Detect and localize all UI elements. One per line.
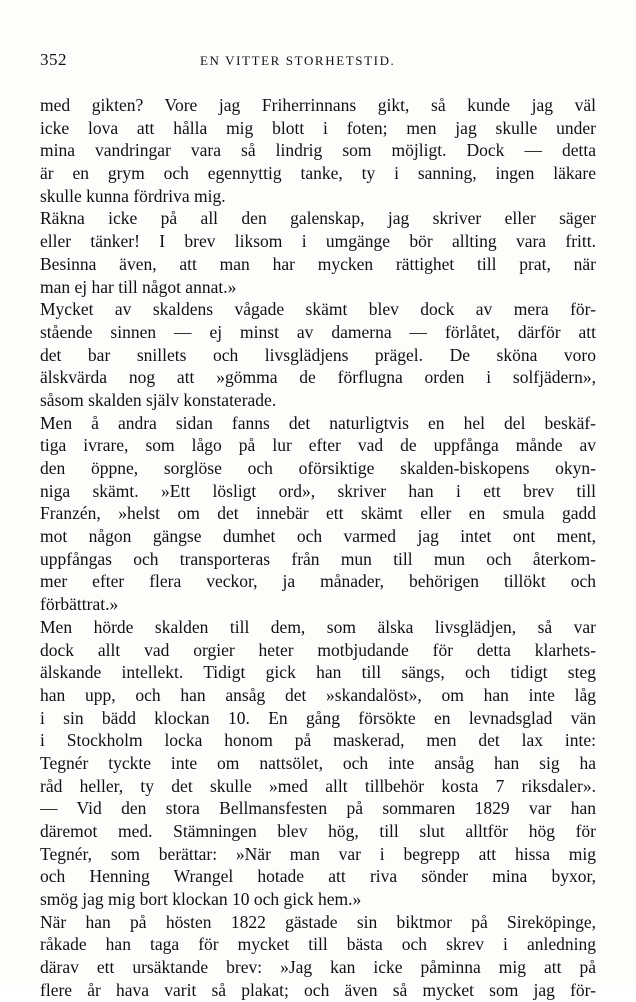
text-line: Tegnér, som berättar: »När man var i begrepp att hissa mig <box>40 843 596 864</box>
text-line: stående sinnen — ej minst av damerna — förlåtet, därför att <box>40 321 596 342</box>
text-line: När han på hösten 1822 gästade sin biktmor på Sireköpinge, <box>40 911 596 932</box>
text-line: niga skämt. »Ett lösligt ord», skriver han i ett brev till <box>40 480 596 501</box>
text-line: Mycket av skaldens vågade skämt blev dock av mera för- <box>40 299 596 320</box>
text-line: den öppne, sorglöse och oförsiktige skalden-biskopens okyn- <box>40 458 596 478</box>
body-text <box>40 94 596 1002</box>
text-line: med gikten? Vore jag Friherrinnans gikt, så kunde jag väl <box>40 95 596 115</box>
text-line: Besinna även, att man har mycken rättighet till prat, när <box>40 253 596 274</box>
text-line: därav ett ursäktande brev: »Jag kan icke påminna mig att på <box>40 957 596 978</box>
text-line: icke lova att hålla mig blott i foten; men jag skulle under <box>40 117 596 138</box>
text-line: smög jag mig bort klockan 10 och gick hem.» <box>40 889 362 910</box>
text-line: råkade han taga för mycket till bästa och skrev i anledning <box>40 934 596 955</box>
text-line: Men hörde skalden till dem, som älska livsglädjen, så var <box>40 616 596 637</box>
text-line: mina vandringar vara så lindrig som möjligt. Dock — detta <box>40 140 596 161</box>
text-line: dock allt vad orgier heter motbjudande för detta klarhets- <box>40 639 596 660</box>
page-header <box>40 50 596 72</box>
text-line: råd heller, ty det skulle »med allt tillbehör kosta 7 riksdaler». <box>40 775 596 796</box>
text-line: man ej har till något annat.» <box>40 276 237 297</box>
text-line: i Stockholm locka honom på maskerad, men det lax inte: <box>40 730 596 751</box>
text-line: såsom skalden själv konstaterade. <box>40 389 277 410</box>
text-line: — Vid den stora Bellmansfesten på sommaren 1829 var han <box>40 798 596 819</box>
text-line: Tegnér tyckte inte om nattsölet, och inte ansåg han sig ha <box>40 752 596 773</box>
text-line: däremot med. Stämningen blev hög, till slut alltför hög för <box>40 821 596 841</box>
text-line: i sin bädd klockan 10. En gång försökte en levnadsglad vän <box>40 707 596 728</box>
text-line: eller tänker! I brev liksom i umgänge bör allting vara fritt. <box>40 231 596 252</box>
text-line: tiga ivrare, som lågo på lur efter vad de uppfånga månde av <box>40 435 596 456</box>
text-line: han upp, och han ansåg det »skandalöst», om han inte låg <box>40 684 596 705</box>
text-line: mer efter flera veckor, ja månader, behörigen tillökt och <box>40 571 596 592</box>
text-line: uppfångas och transporteras från mun till mun och återkom- <box>40 548 596 569</box>
text-line: skulle kunna fördriva mig. <box>40 185 226 206</box>
text-line: flere år hava varit så plakat; och även så mycket som jag för- <box>40 979 596 1000</box>
text-line: Franzén, »helst om det innebär ett skämt eller en smula gadd <box>40 503 596 524</box>
text-line: Räkna icke på all den galenskap, jag skriver eller säger <box>40 208 596 229</box>
text-line: Men å andra sidan fanns det naturligtvis en hel del beskäf- <box>40 412 596 433</box>
text-line: förbättrat.» <box>40 594 119 615</box>
text-line: älskande intellekt. Tidigt gick han till sängs, och tidigt steg <box>40 662 596 683</box>
text-line: och Henning Wrangel hotade att riva sönder mina byxor, <box>40 866 596 887</box>
text-line: älskvärda nog att »gömma de förflugna orden i solfjädern», <box>40 367 596 388</box>
text-line: mot någon gängse dumhet och varmed jag intet ont ment, <box>40 526 596 547</box>
running-title: EN VITTER STORHETSTID. <box>200 53 396 68</box>
text-line: är en grym och egennyttig tanke, ty i sanning, ingen läkare <box>40 163 596 184</box>
text-line: det bar snillets och livsglädjens prägel. De sköna voro <box>40 344 596 365</box>
page-number: 352 <box>40 50 67 69</box>
